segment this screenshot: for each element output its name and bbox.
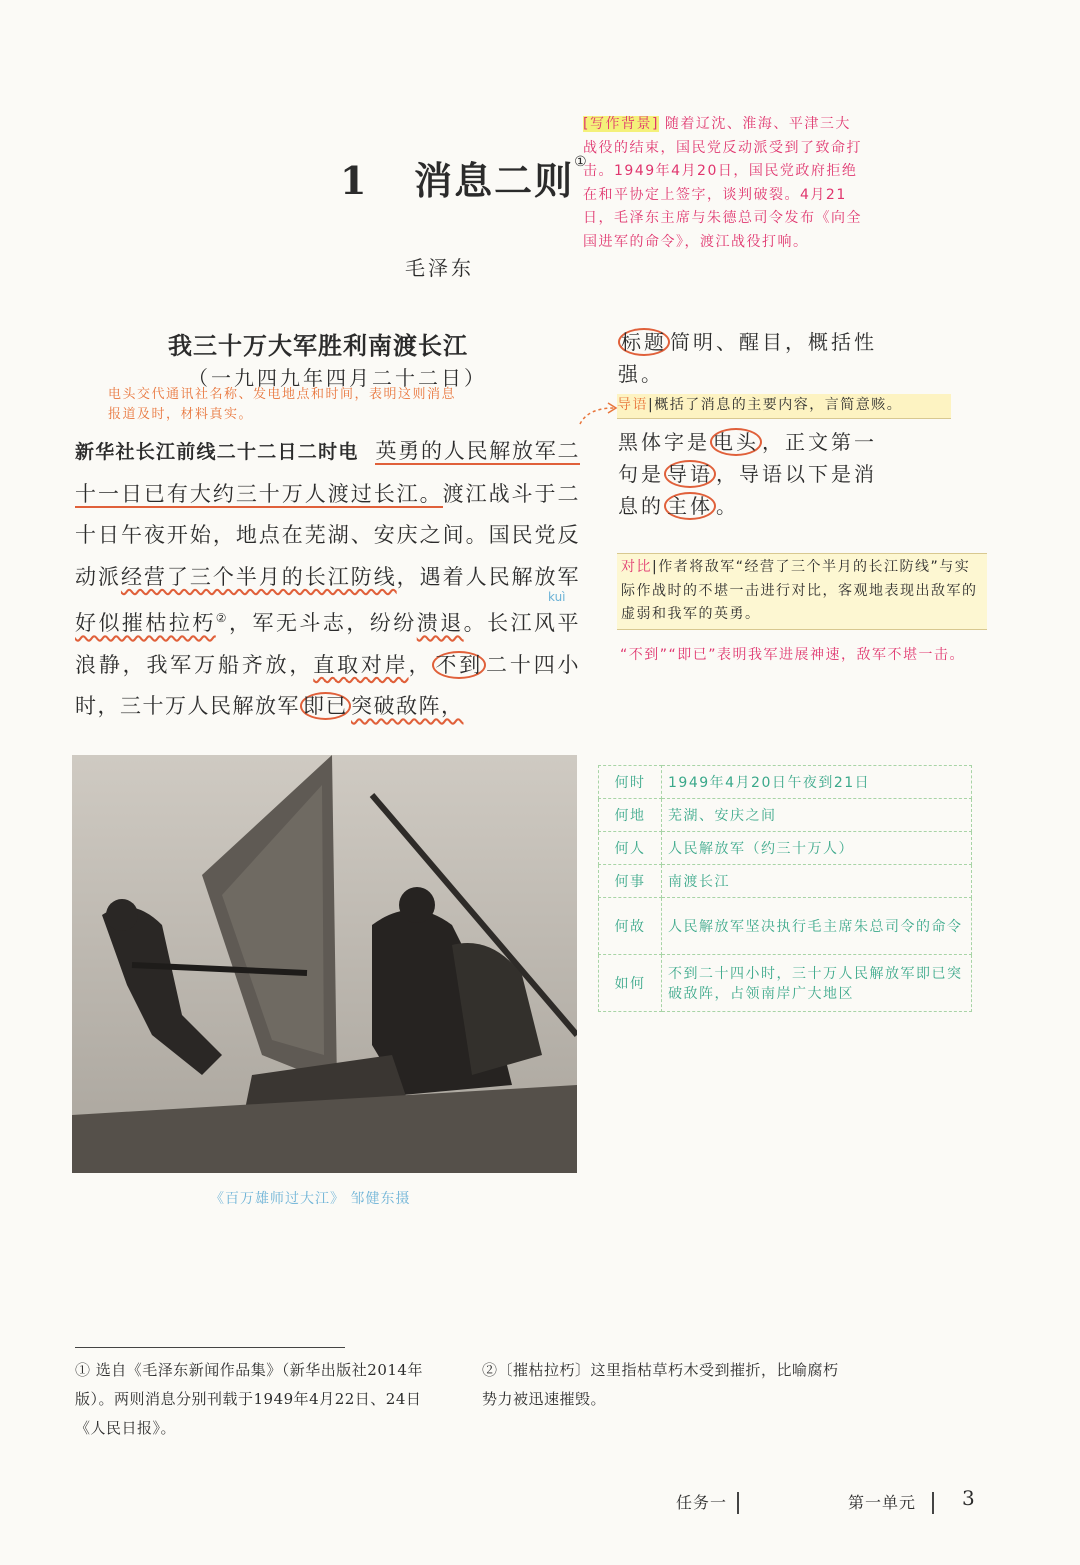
body-text-3: ，遇着人民解放军 (396, 564, 581, 589)
daoyu-tag: 导语 (617, 397, 648, 413)
title-note (618, 326, 878, 390)
compare-note: 对比|作者将敌军“经营了三个半月的长江防线”与实际作战时的不堪一击进行对比，客观地表现出敌军的虚弱和我军的英勇。 (617, 553, 987, 630)
table-value: 1949年4月20日午夜到21日 (662, 766, 972, 799)
news-date: （一九四九年四月二十二日） (188, 366, 487, 390)
structure-note (618, 426, 878, 522)
author: 毛泽东 (405, 256, 474, 280)
table-key: 何人 (599, 832, 662, 865)
table-row (599, 799, 972, 832)
background-note (583, 113, 865, 254)
table-row (599, 832, 972, 865)
photo-caption: 《百万雄师过大江》 邹健东摄 (210, 1191, 411, 1207)
table-row (599, 865, 972, 898)
table-value: 人民解放军（约三十万人） (662, 832, 972, 865)
footer-task: 任务一 (676, 1493, 728, 1512)
circled-diantou: 电头 (710, 428, 762, 456)
body-text-9: ， (408, 652, 433, 677)
pinyin-annotation: kuì (548, 590, 566, 604)
lead-sentence: 英勇的人民解放军二十一日已有大约三十万人渡过长江。 (75, 439, 580, 506)
structure-text-g: 。 (716, 494, 739, 518)
footer-divider (737, 1492, 739, 1514)
body-text-11: 突破敌阵， (351, 694, 464, 718)
table-key: 何时 (599, 766, 662, 799)
speed-note: “不到”“即已”表明我军进展神速，敌军不堪一击。 (620, 647, 966, 663)
body-text-6: 溃退 (416, 611, 464, 635)
table-key: 如何 (599, 955, 662, 1012)
historical-photo (72, 755, 577, 1173)
table-value: 人民解放军坚决执行毛主席朱总司令的命令 (662, 898, 972, 955)
lesson-title (340, 150, 589, 205)
dateline-note: 电头交代通讯社名称、发电地点和时间，表明这则消息报道及时，材料真实。 (108, 387, 457, 422)
page-number: 3 (962, 1486, 976, 1510)
footer-unit: 第一单元 (848, 1493, 917, 1512)
table-key: 何故 (599, 898, 662, 955)
title-footnote-mark: ① (574, 154, 589, 170)
body-text-5: ，军无斗志，纷纷 (229, 611, 417, 635)
structure-text-c: ，正文第一句是 (618, 430, 877, 486)
news-headline: 我三十万大军胜利南渡长江 (168, 331, 468, 360)
table-value: 南渡长江 (662, 865, 972, 898)
footer-divider (932, 1492, 934, 1514)
background-note-tag: [写作背景] (583, 116, 659, 132)
lesson-number: 1 (340, 158, 369, 203)
table-key: 何事 (599, 865, 662, 898)
circled-zhuti: 主体 (664, 492, 716, 520)
footnote-divider (75, 1347, 345, 1348)
daoyu-note: 导语|概括了消息的主要内容，言简意赅。 (617, 394, 951, 419)
circled-daoyu: 导语 (664, 460, 716, 488)
footnote-mark-2: ② (215, 611, 230, 625)
title-note-text: 简明、醒目，概括性强。 (618, 330, 877, 386)
table-row (599, 898, 972, 955)
body-text-10: 二十四小时，三十万人民解放军 (75, 652, 581, 718)
circled-budao: 不到 (432, 651, 486, 679)
photo-image (72, 755, 577, 1173)
structure-text-e: ，导语以下是消息的 (618, 462, 877, 518)
table-value: 芜湖、安庆之间 (662, 799, 972, 832)
six-elements-table (598, 765, 972, 1012)
compare-text: 作者将敌军“经营了三个半月的长江防线”与实际作战时的不堪一击进行对比，客观地表现出敌军的虚弱和我军的英勇。 (621, 559, 978, 622)
table-row (599, 955, 972, 1012)
structure-text-a: 黑体字是 (618, 430, 710, 454)
table-row (599, 766, 972, 799)
table-value: 不到二十四小时，三十万人民解放军即已突破敌阵，占领南岸广大地区 (662, 955, 972, 1012)
lesson-title-text: 消息二则 (414, 158, 575, 203)
body-text-4: 好似摧枯拉朽 (75, 611, 216, 635)
dateline: 新华社长江前线二十二日二时电 (75, 441, 359, 463)
background-note-text: 随着辽沈、淮海、平津三大战役的结束，国民党反动派受到了致命打击。1949年4月20日，国民党政府拒绝在和平协定上签字，谈判破裂。4月21日，毛泽东主席与朱德总司令发布《向全国进军的命令》，渡江战役打响。 (583, 116, 862, 250)
compare-tag: 对比 (621, 559, 652, 575)
arrow-icon (578, 396, 618, 426)
table-key: 何地 (599, 799, 662, 832)
daoyu-text: 概括了消息的主要内容，言简意赅。 (654, 397, 903, 413)
footnote-1: ① 选自《毛泽东新闻作品集》（新华出版社2014年版）。两则消息分别刊载于1949年4月22日、24日《人民日报》。 (75, 1361, 423, 1437)
body-text-7: 。长江风平浪静，我军万船齐放， (75, 611, 581, 677)
body-text-8: 直取对岸 (313, 652, 409, 677)
body-text-1: 渡江战斗于二十日午夜开始，地点在芜湖、安庆之间。国民党反动派 (75, 481, 581, 589)
circled-jiyi: 即已 (300, 692, 351, 720)
news-body (75, 431, 580, 728)
body-text-2: 经营了三个半月的长江防线 (120, 564, 397, 589)
circled-title: 标题 (618, 328, 670, 356)
footnote-2: ②〔摧枯拉朽〕这里指枯草朽木受到摧折，比喻腐朽势力被迅速摧毁。 (482, 1361, 839, 1408)
